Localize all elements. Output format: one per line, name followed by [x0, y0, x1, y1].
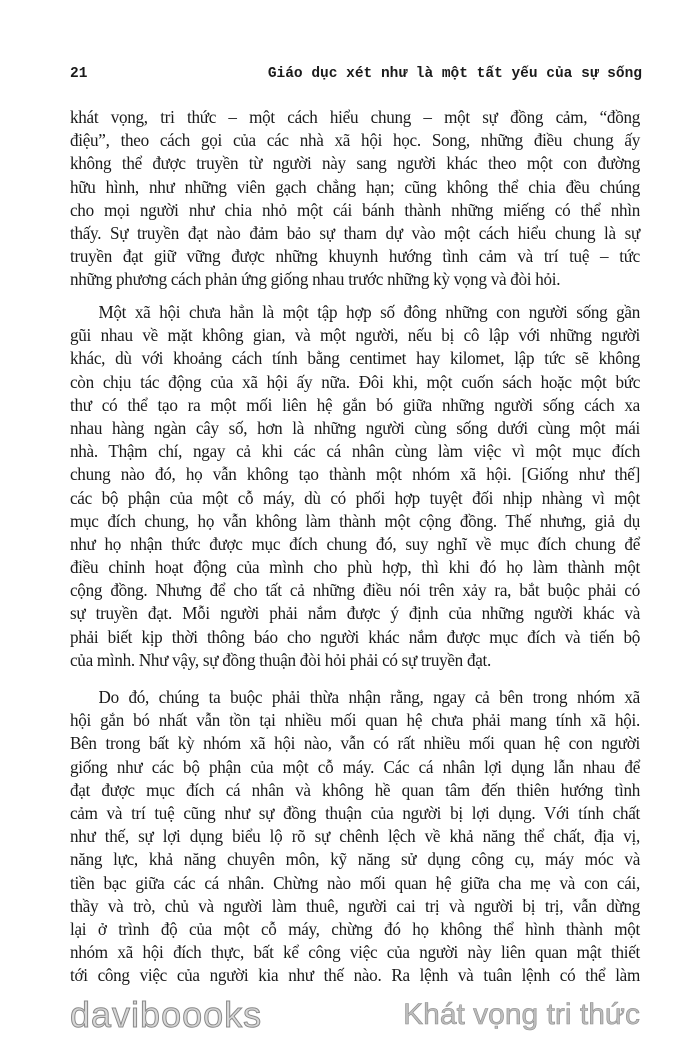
text-line: nhóm xã hội đích thực, bất kể công việc của người này liên quan mật thiết: [70, 942, 640, 963]
text-line: giống như các bộ phận của một cỗ máy. Các cá nhân lợi dụng lẫn nhau để: [70, 756, 640, 777]
text-line: sự truyền đạt. Mỗi người phải nắm được ý định của những người khác và: [70, 603, 640, 624]
running-header: [70, 66, 642, 86]
text-line: như thế, sự lợi dụng biểu lộ rõ sự chênh lệch về khả năng thể chất, địa vị,: [70, 826, 640, 847]
text-line: điệu”, theo cách gọi của các nhà xã hội học. Song, những điều chung ấy: [70, 130, 640, 151]
watermark: [70, 992, 640, 1038]
text-line: truyền đạt giữ vững được những khuynh hướng tình cảm và trí tuệ – tức: [70, 246, 640, 267]
text-line: khát vọng, tri thức – một cách hiểu chung – một sự đồng cảm, “đồng: [70, 107, 640, 127]
text-line: tiền bạc giữa các cá nhân. Chừng nào mối quan hệ giữa cha mẹ và con cái,: [70, 872, 640, 893]
watermark-logo: daviboooks: [70, 994, 263, 1035]
text-line: tới công việc của người kia như thế nào. Ra lệnh và tuân lệnh có thể làm: [70, 965, 640, 986]
text-line: thư có thể tạo ra một mối liên hệ gắn bó giữa những người sống cách xa: [70, 394, 640, 415]
text-line: nhà. Thậm chí, ngay cả khi các cá nhân cùng làm việc vì một mục đích: [70, 441, 640, 462]
text-line: gũi nhau về mặt không gian, và một người, nếu bị cô lập với những người: [70, 325, 640, 346]
text-line: Do đó, chúng ta buộc phải thừa nhận rằng, ngay cả bên trong nhóm xã: [98, 687, 640, 707]
text-line: đạt được mục đích cá nhân và không hề quan tâm đến thiên hướng tình: [70, 779, 640, 800]
text-line: không thể được truyền từ người này sang người khác theo một con đường: [70, 153, 640, 174]
text-line: điều chỉnh hoạt động của mình cho phù hợp, thì khi đó họ làm thành một: [70, 557, 640, 578]
text-line: hữu hình, như những viên gạch chẳng hạn; cũng không thể chia đều chúng: [70, 176, 640, 197]
text-line: các bộ phận của một cỗ máy, dù có phối hợp tuyệt đối nhịp nhàng vì một: [70, 487, 640, 508]
text-line: của mình. Như vậy, sự đồng thuận đòi hỏi phải có sự truyền đạt.: [70, 649, 491, 670]
text-line: cộng đồng. Nhưng để cho tất cả những điều nói trên xảy ra, bắt buộc phải có: [70, 580, 640, 601]
text-line: hội gắn bó nhất vẫn tồn tại nhiều mối quan hệ chưa phải mang tính xã hội.: [70, 710, 640, 731]
paragraph-3: [70, 686, 640, 987]
text-line: cảm và trí tuệ cũng như sự đồng thuận của người bị lợi dụng. Với tính chất: [70, 802, 640, 823]
text-line: mục đích chung, họ vẫn không làm thành một cộng đồng. Thế nhưng, giả dụ: [70, 510, 640, 531]
text-line: phải biết kịp thời thông báo cho người khác nắm được mục đích và tiến bộ: [70, 626, 640, 647]
paragraph-2: [70, 301, 640, 672]
text-line: thấy. Sự truyền đạt nào đảm bảo sự tham dự vào một cách hiểu chung là sự: [70, 222, 640, 243]
text-line: Bên trong bất kỳ nhóm xã hội nào, vẫn có rất nhiều mối quan hệ con người: [70, 733, 640, 754]
watermark-slogan: Khát vọng tri thức: [403, 998, 640, 1031]
text-line: chung nào đó, họ vẫn không tạo thành một nhóm xã hội. [Giống như thế]: [70, 464, 640, 485]
text-line: Một xã hội chưa hẳn là một tập hợp số đông những con người sống gần: [98, 302, 640, 322]
text-line: khác, dù với khoảng cách tính bằng centimet hay kilomet, lập tức sẽ không: [70, 348, 640, 369]
text-line: những phương cách phản ứng giống nhau trước những kỳ vọng và đòi hỏi.: [70, 269, 561, 290]
text-line: thầy và trò, chủ và người làm thuê, người cai trị và người bị trị, vẫn dừng: [70, 895, 640, 916]
running-title: Giáo dục xét như là một tất yếu của sự sống: [267, 66, 642, 82]
text-line: như họ nhận thức được mục đích chung đó, suy nghĩ về mục đích chung để: [70, 533, 640, 554]
text-line: năng lực, khả năng chuyên môn, kỹ năng sử dụng công cụ, máy móc và: [70, 849, 640, 870]
page-number: 21: [70, 66, 88, 82]
text-line: cho mọi người như chia nhỏ một cái bánh thành những miếng có thể nhìn: [70, 199, 640, 220]
text-line: nhau hàng ngàn cây số, hơn là những người cùng sống dưới cùng một mái: [70, 417, 640, 438]
text-line: lại ở trình độ của một cỗ máy, chừng đó họ không thể hình thành một: [70, 918, 640, 939]
text-line: còn chịu tác động của xã hội ấy nữa. Đôi khi, một cuốn sách hoặc một bức: [70, 371, 640, 392]
paragraph-1: [70, 106, 640, 292]
